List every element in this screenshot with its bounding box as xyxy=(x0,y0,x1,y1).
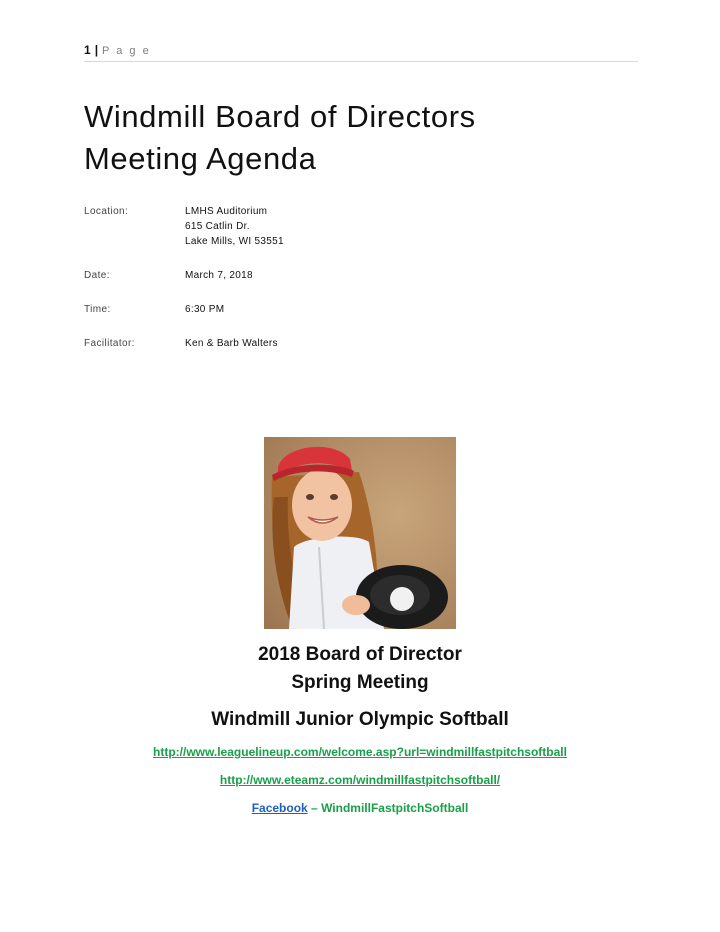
event-heading xyxy=(0,641,720,697)
leaguelineup-link[interactable]: http://www.leaguelineup.com/welcome.asp?url=windmillfastpitchsoftball xyxy=(153,745,567,759)
location-value xyxy=(185,204,485,249)
time-label: Time: xyxy=(84,304,111,315)
facilitator-value: Ken & Barb Walters xyxy=(185,338,278,349)
facebook-link[interactable]: Facebook xyxy=(251,801,308,815)
organization-name: Windmill Junior Olympic Softball xyxy=(211,709,509,730)
eteamz-link-row xyxy=(0,771,720,789)
page-number: 1 xyxy=(84,43,91,57)
location-line-2: 615 Catlin Dr. xyxy=(185,221,250,232)
title-line-2: Meeting Agenda xyxy=(84,141,317,176)
facebook-row xyxy=(0,799,720,817)
location-line-1: LMHS Auditorium xyxy=(185,206,268,217)
title-line-1: Windmill Board of Directors xyxy=(84,99,476,134)
eteamz-link[interactable]: http://www.eteamz.com/windmillfastpitchsoftball/ xyxy=(219,773,501,787)
facebook-page-name: WindmillFastpitchSoftball xyxy=(321,801,469,815)
location-label: Location: xyxy=(84,206,129,217)
page-separator: | xyxy=(94,43,99,57)
page-header xyxy=(84,42,638,62)
time-value: 6:30 PM xyxy=(185,304,225,315)
document-title xyxy=(84,96,644,180)
facilitator-label: Facilitator: xyxy=(84,338,135,349)
event-heading-line-2: Spring Meeting xyxy=(291,672,429,693)
event-heading-line-1: 2018 Board of Director xyxy=(258,644,462,665)
date-value: March 7, 2018 xyxy=(185,270,253,281)
leaguelineup-link-row xyxy=(0,743,720,761)
softball-player-illustration xyxy=(264,437,456,629)
page-word: P a g e xyxy=(102,45,151,57)
location-line-3: Lake Mills, WI 53551 xyxy=(185,236,284,247)
date-label: Date: xyxy=(84,270,110,281)
softball-player-photo xyxy=(264,437,456,629)
facebook-dash: – xyxy=(307,801,322,815)
